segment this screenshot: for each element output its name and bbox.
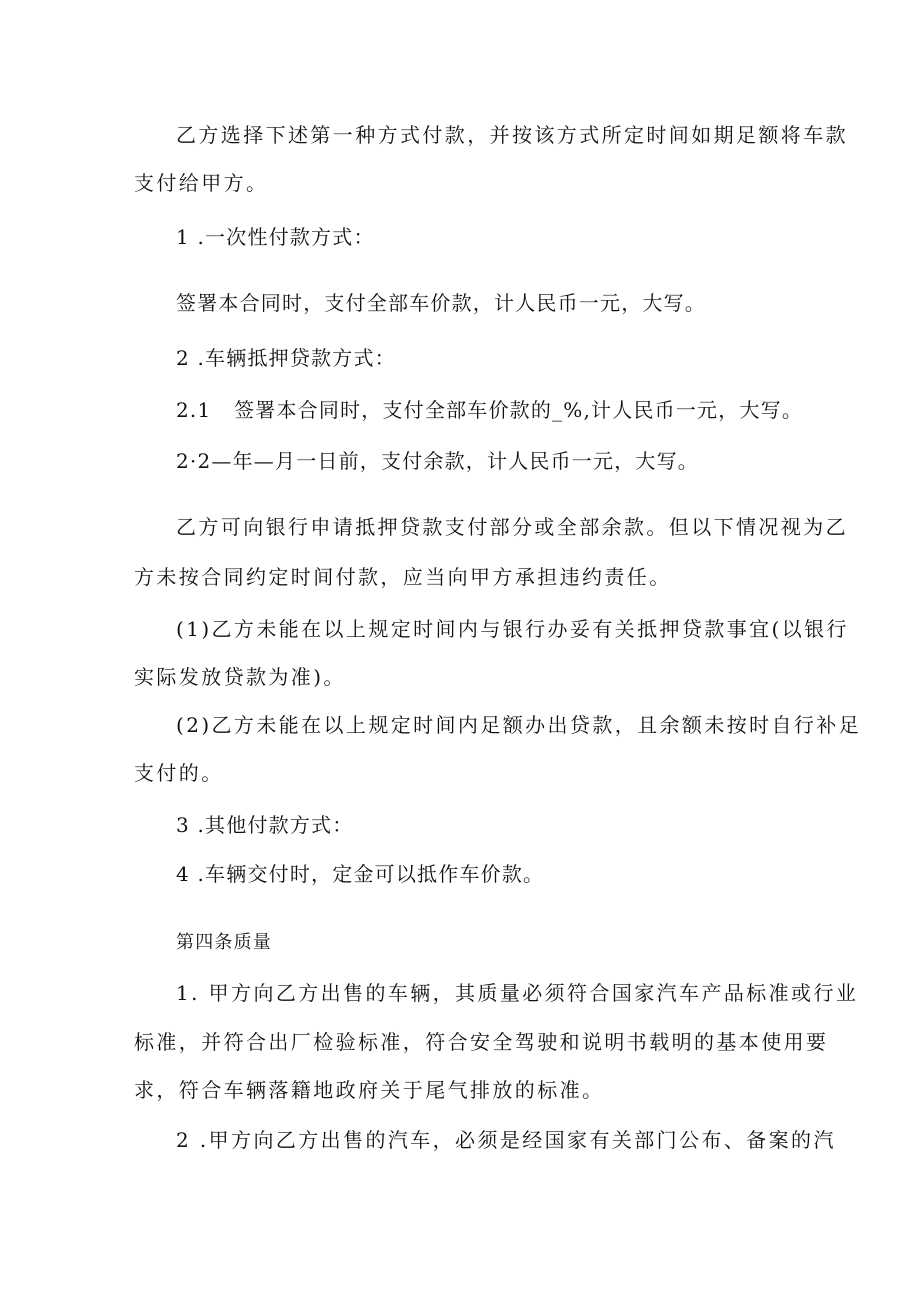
quality-item-1-line-2: 标准，并符合出厂检验标准，符合安全驾驶和说明书载明的基本使用要 — [134, 1030, 829, 1054]
condition-2-line-2: 支付的。 — [134, 761, 224, 785]
item-2-mortgage-heading: 2 .车辆抵押贷款方式： — [176, 346, 396, 370]
paragraph-bank-loan-line-2: 方未按合同约定时间付款，应当向甲方承担违约责任。 — [134, 565, 672, 589]
item-1-lump-sum-heading: 1 .一次性付款方式： — [176, 225, 375, 249]
paragraph-payment-choice-line-2: 支付给甲方。 — [134, 171, 269, 195]
paragraph-bank-loan-line-1: 乙方可向银行申请抵押贷款支付部分或全部余款。但以下情况视为乙 — [176, 515, 848, 539]
item-2-1-down-payment: 2.1 签署本合同时，支付全部车价款的_%,计人民币一元，大写。 — [176, 398, 804, 422]
paragraph-payment-choice-line-1: 乙方选择下述第一种方式付款，并按该方式所定时间如期足额将车款 — [176, 123, 848, 147]
item-3-other-payment: 3 .其他付款方式： — [176, 813, 354, 837]
item-4-deposit: 4 .车辆交付时，定金可以抵作车价款。 — [176, 862, 545, 886]
condition-2-line-1: (2)乙方未能在以上规定时间内足额办出贷款，且余额未按时自行补足 — [176, 713, 862, 737]
item-1-lump-sum-detail: 签署本合同时，支付全部车价款，计人民币一元，大写。 — [176, 291, 706, 315]
quality-item-2-line-1: 2 .甲方向乙方出售的汽车，必须是经国家有关部门公布、备案的汽 — [176, 1128, 836, 1152]
quality-item-1-line-3: 求，符合车辆落籍地政府关于尾气排放的标准。 — [134, 1078, 605, 1102]
condition-1-line-2: 实际发放贷款为准)。 — [134, 665, 346, 689]
quality-item-1-line-1: 1. 甲方向乙方出售的车辆，其质量必须符合国家汽车产品标准或行业 — [176, 981, 859, 1005]
condition-1-line-1: (1)乙方未能在以上规定时间内与银行办妥有关抵押贷款事宜(以银行 — [176, 617, 849, 641]
article-4-quality-heading: 第四条质量 — [176, 932, 272, 953]
item-2-2-balance: 2·2—年—月一日前，支付余款，计人民币一元，大写。 — [176, 449, 700, 473]
